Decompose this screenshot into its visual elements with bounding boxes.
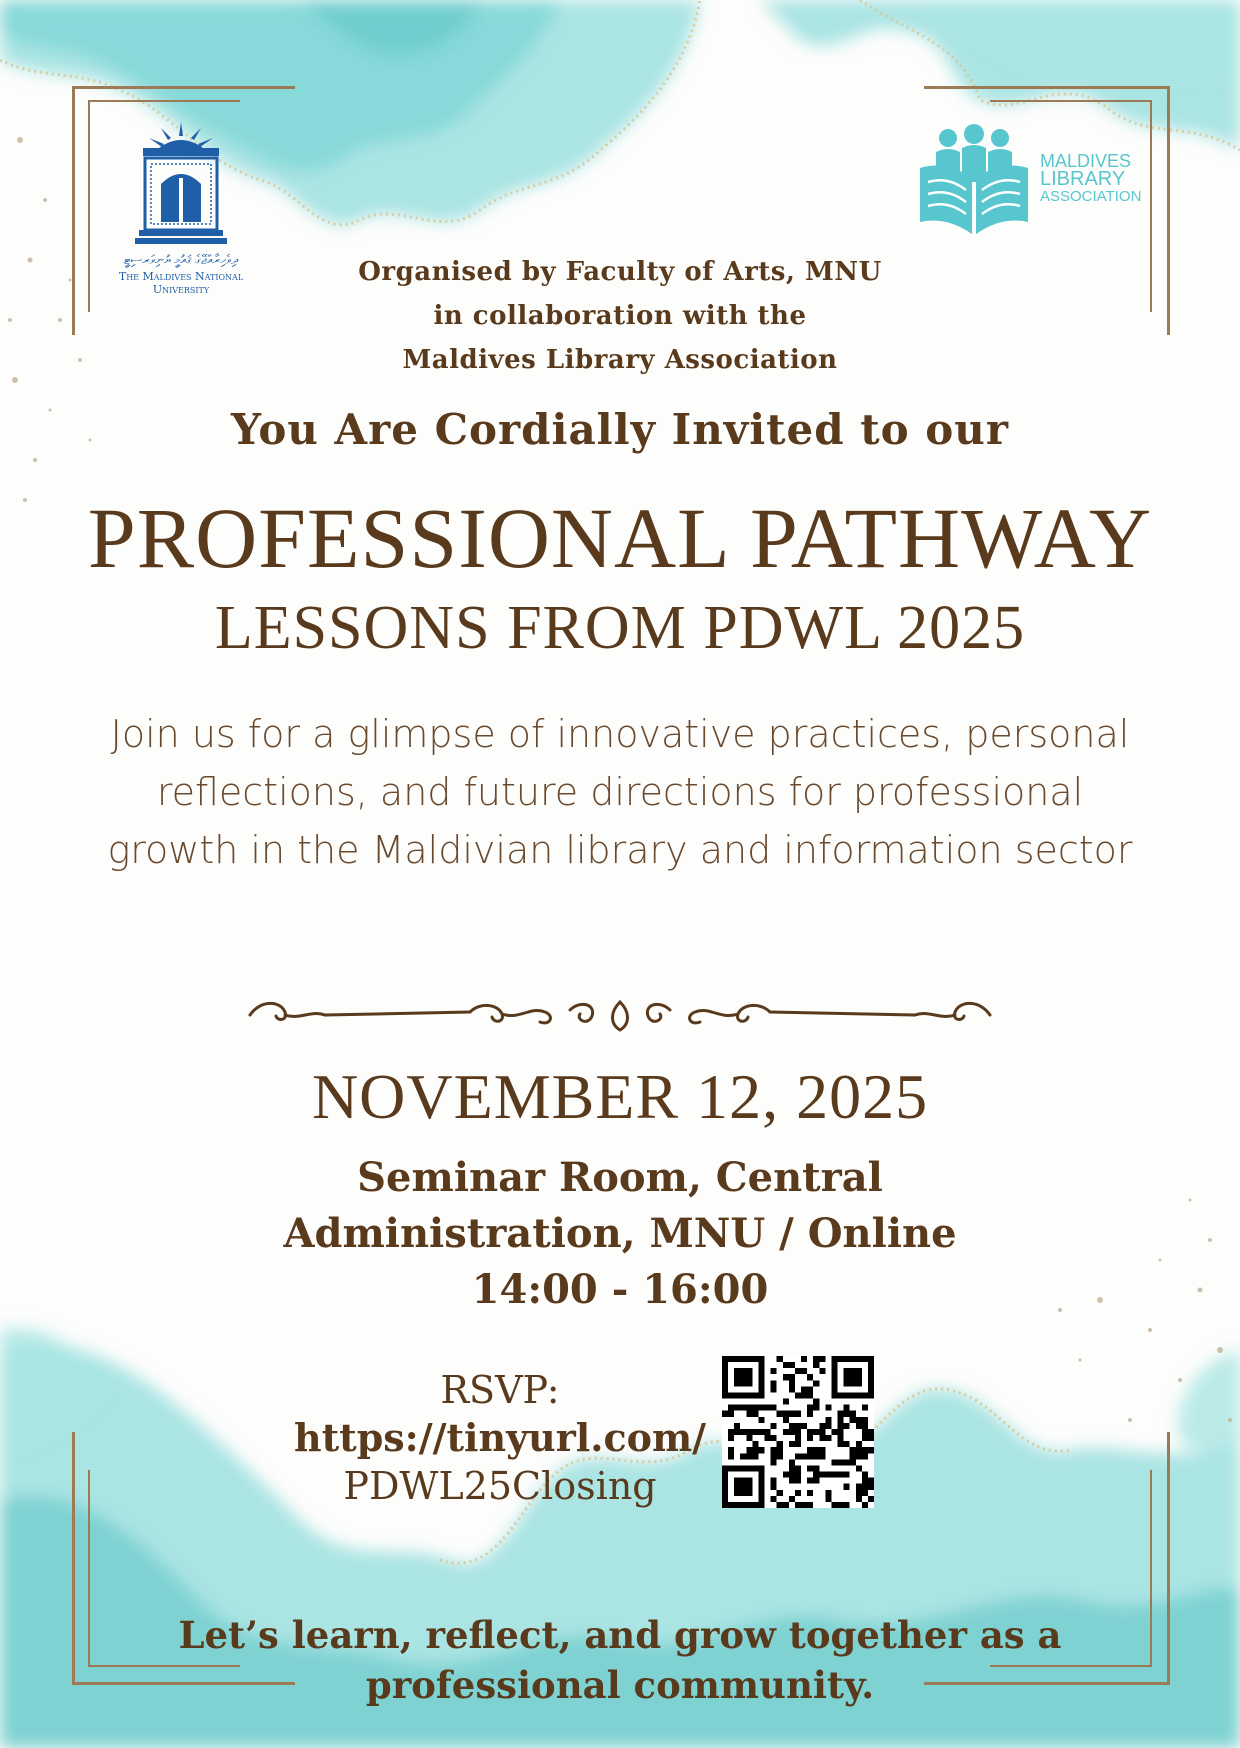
mla-open-book-people-icon: [914, 122, 1034, 242]
venue-block: [0, 1150, 1240, 1318]
closing-line2: professional community.: [365, 1663, 875, 1707]
organiser-block: [0, 250, 1240, 382]
mla-name-line1: MALDIVES: [1040, 151, 1132, 171]
qr-code-icon[interactable]: [722, 1356, 874, 1508]
mnu-name-line1: The Maldives National: [118, 270, 244, 283]
organiser-line1: Organised by Faculty of Arts, MNU: [358, 257, 882, 287]
mla-name-line3: ASSOCIATION: [1040, 188, 1142, 205]
event-time: 14:00 - 16:00: [471, 1266, 769, 1313]
mla-name-line2: LIBRARY: [1040, 168, 1126, 190]
rsvp-url-line1[interactable]: https://tinyurl.com/: [293, 1415, 707, 1460]
mnu-crest-icon: [131, 118, 231, 248]
organiser-line2: in collaboration with the: [433, 301, 807, 331]
closing-message: [0, 1610, 1240, 1710]
event-title: PROFESSIONAL PATHWAY: [87, 490, 1153, 586]
event-description: Join us for a glimpse of innovative practices, personal reflections, and future directions for professional growth in the Maldivian library and information sector: [107, 712, 1133, 872]
mnu-name-line2: University: [152, 283, 210, 296]
organiser-line3: Maldives Library Association: [402, 345, 838, 375]
mnu-dhivehi-text: ދިވެހިރާއްޖޭގެ ޤައުމީ ޔުނިވަރސިޓީ: [123, 252, 239, 267]
rsvp-url-line2[interactable]: PDWL25Closing: [343, 1464, 657, 1508]
venue-line2: Administration, MNU / Online: [283, 1210, 957, 1257]
mla-name: [1040, 152, 1141, 206]
event-date: NOVEMBER 12, 2025: [311, 1061, 929, 1132]
mla-logo: [914, 122, 1144, 242]
rsvp-block: [270, 1366, 730, 1510]
invite-heading: You Are Cordially Invited to our: [231, 405, 1009, 454]
venue-line1: Seminar Room, Central: [357, 1154, 883, 1201]
ornamental-scroll-divider-icon: [240, 990, 1000, 1040]
rsvp-label: RSVP:: [440, 1368, 560, 1412]
event-subtitle: LESSONS FROM PDWL 2025: [214, 594, 1026, 662]
closing-line1: Let’s learn, reflect, and grow together as a: [178, 1613, 1062, 1657]
